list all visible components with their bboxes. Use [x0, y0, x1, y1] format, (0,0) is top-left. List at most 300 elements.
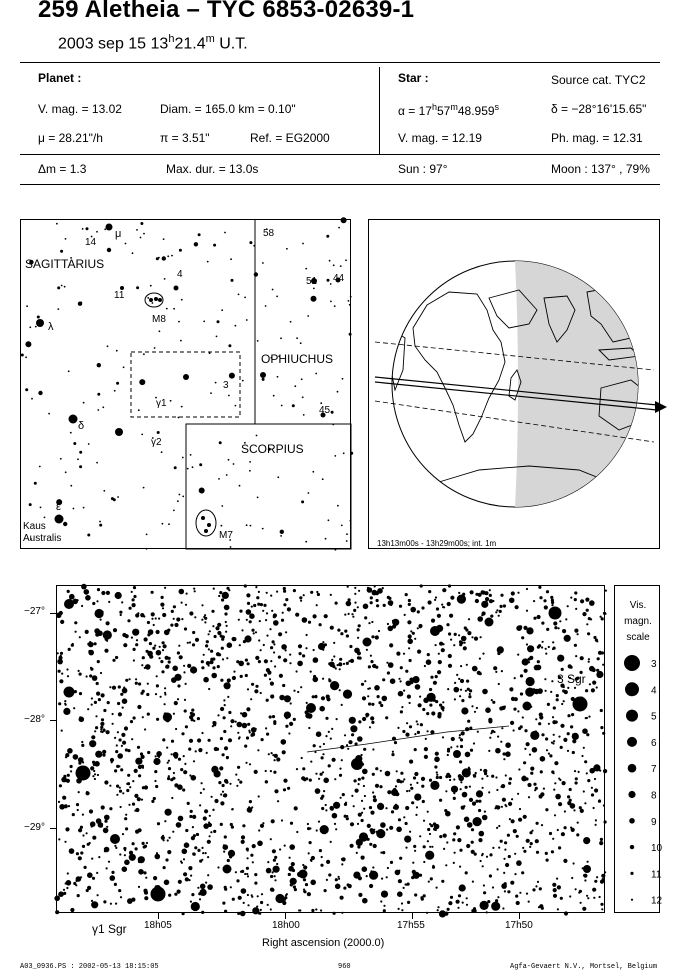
detail-star [269, 628, 271, 630]
detail-star [61, 777, 67, 783]
detail-star [508, 802, 512, 806]
finder-star [70, 485, 72, 487]
detail-star [138, 856, 145, 863]
detail-star [582, 612, 586, 616]
detail-star [92, 602, 95, 605]
detail-star [470, 749, 473, 752]
detail-star [250, 854, 253, 857]
detail-star [266, 612, 268, 614]
detail-star [539, 715, 543, 719]
detail-star [81, 605, 83, 607]
detail-star [392, 620, 394, 622]
detail-star [307, 823, 309, 825]
finder-star [65, 238, 67, 240]
detail-star [149, 642, 152, 645]
detail-star [185, 829, 188, 832]
finder-star [44, 517, 46, 519]
detail-star [560, 746, 563, 749]
finder-star [325, 538, 327, 540]
detail-star [144, 637, 148, 641]
detail-star [173, 713, 175, 715]
detail-star [570, 725, 573, 728]
detail-star [91, 735, 95, 739]
detail-star [592, 681, 596, 685]
detail-star [554, 761, 558, 765]
detail-star [66, 880, 72, 886]
detail-star [375, 666, 378, 669]
detail-star [55, 910, 59, 914]
detail-star [97, 894, 99, 896]
detail-star [437, 714, 441, 718]
detail-star [187, 664, 191, 668]
detail-star [349, 717, 356, 724]
detail-star [214, 635, 217, 638]
detail-star [361, 800, 363, 802]
alpha-h: h [431, 102, 437, 112]
detail-star [457, 595, 466, 604]
finder-star [87, 534, 90, 537]
finder-star [29, 503, 32, 506]
footer-credit: Agfa-Gevaert N.V., Mortsel, Belgium [510, 963, 658, 971]
finder-star [249, 461, 251, 463]
detail-star [298, 644, 302, 648]
finder-star [305, 268, 307, 270]
detail-star [363, 808, 365, 810]
finder-star [57, 308, 59, 310]
finder-star [136, 229, 138, 231]
detail-star [160, 660, 163, 663]
detail-star [223, 851, 225, 853]
moon-info: Moon : 137° , 79% [551, 162, 650, 176]
detail-star [467, 720, 470, 723]
finder-star [161, 451, 163, 453]
detail-star [584, 760, 587, 763]
detail-star [547, 703, 550, 706]
finder-star [149, 298, 153, 302]
detail-star [218, 781, 221, 784]
detail-star [115, 750, 118, 753]
star-label: Kaus [23, 521, 46, 532]
detail-star [497, 736, 499, 738]
detail-star [561, 668, 564, 671]
star-label: 58 [263, 228, 275, 239]
detail-star [168, 760, 170, 762]
finder-star [330, 301, 332, 303]
detail-star [115, 592, 122, 599]
detail-star [486, 856, 488, 858]
detail-star [177, 890, 181, 894]
finder-star [61, 285, 63, 287]
detail-star [222, 784, 225, 787]
detail-star [204, 621, 206, 623]
finder-star [235, 405, 237, 407]
detail-star [407, 883, 410, 886]
detail-star [266, 635, 268, 637]
detail-star [559, 620, 561, 622]
detail-star [504, 882, 507, 885]
detail-star [254, 770, 258, 774]
finder-star [164, 278, 166, 280]
detail-star [541, 733, 544, 736]
detail-star [142, 842, 145, 845]
detail-star [501, 806, 503, 808]
detail-star [383, 909, 386, 912]
detail-star [309, 827, 311, 829]
finder-star [219, 441, 222, 444]
finder-star [226, 474, 228, 476]
detail-star [441, 880, 444, 883]
detail-star [91, 704, 93, 706]
detail-star [164, 692, 166, 694]
detail-star [496, 609, 498, 611]
detail-star [305, 647, 307, 649]
detail-star [465, 786, 468, 789]
x-tick [519, 913, 520, 919]
detail-star [436, 771, 438, 773]
detail-star [112, 686, 116, 690]
detail-star [584, 802, 586, 804]
detail-star [284, 896, 287, 899]
finder-star [345, 259, 347, 261]
detail-star [141, 765, 144, 768]
detail-star [332, 813, 338, 819]
detail-star [387, 790, 391, 794]
detail-star [326, 860, 330, 864]
detail-star [372, 773, 375, 776]
detail-star [341, 863, 343, 865]
detail-star [559, 779, 561, 781]
detail-star [160, 603, 164, 607]
detail-star [207, 856, 209, 858]
finder-star [207, 523, 211, 527]
detail-star [289, 654, 291, 656]
detail-star [372, 665, 374, 667]
detail-star [86, 832, 88, 834]
detail-star [247, 894, 249, 896]
detail-star [567, 750, 569, 752]
detail-star [437, 906, 439, 908]
detail-star [108, 601, 110, 603]
detail-star [286, 893, 288, 895]
detail-star [115, 903, 117, 905]
detail-star [62, 796, 66, 800]
detail-star [90, 766, 94, 770]
detail-star [125, 679, 128, 682]
detail-star [253, 604, 256, 607]
finder-star [183, 374, 189, 380]
detail-star [118, 685, 121, 688]
detail-star [509, 687, 513, 691]
finder-star [334, 455, 336, 457]
detail-star [478, 800, 481, 803]
detail-star [84, 866, 87, 869]
finder-star [329, 260, 331, 262]
detail-star [501, 727, 503, 729]
detail-star [58, 702, 61, 705]
x-tick [158, 913, 159, 919]
detail-star [390, 678, 396, 684]
detail-star [174, 755, 178, 759]
detail-star [448, 775, 451, 778]
detail-star [104, 815, 110, 821]
detail-star [481, 778, 483, 780]
detail-star [313, 744, 316, 747]
finder-star [308, 492, 310, 494]
detail-star [370, 596, 373, 599]
finder-star [246, 524, 248, 526]
detail-star [351, 613, 353, 615]
detail-star [371, 635, 374, 638]
detail-star [398, 908, 400, 910]
finder-star [302, 243, 304, 245]
detail-star [403, 887, 405, 889]
detail-star [558, 846, 561, 849]
detail-star [480, 860, 482, 862]
detail-star [133, 586, 136, 589]
finder-star [228, 459, 230, 461]
detail-star [232, 898, 235, 901]
detail-star [201, 782, 203, 784]
detail-star [356, 852, 358, 854]
finder-star [138, 409, 140, 411]
scale-mag-label: 9 [651, 816, 657, 828]
detail-star [515, 895, 518, 898]
detail-star [505, 774, 507, 776]
detail-star [583, 837, 590, 844]
detail-star [460, 665, 462, 667]
detail-star [313, 614, 317, 618]
finder-star [249, 470, 251, 472]
detail-star [87, 843, 90, 846]
detail-star [271, 819, 275, 823]
detail-star [586, 609, 589, 612]
detail-star [154, 780, 156, 782]
detail-star [326, 697, 330, 701]
detail-star [399, 857, 402, 860]
detail-star [95, 609, 104, 618]
detail-star [58, 801, 60, 803]
detail-star [277, 800, 279, 802]
finder-star [199, 463, 202, 466]
detail-star [204, 617, 207, 620]
detail-star [244, 584, 247, 587]
detail-star [206, 661, 210, 665]
finder-star [277, 476, 279, 478]
finder-star [178, 321, 180, 323]
finder-star [79, 451, 82, 454]
detail-star [593, 636, 596, 639]
detail-star [584, 879, 586, 881]
detail-star [598, 800, 601, 803]
detail-star [496, 789, 498, 791]
globe-caption: 13h13m00s - 13h29m00s; int. 1m [377, 539, 497, 548]
detail-star [59, 679, 63, 683]
finder-star [167, 255, 169, 257]
detail-star [164, 880, 170, 886]
detail-star [430, 676, 433, 679]
detail-star [389, 826, 393, 830]
detail-star [212, 666, 215, 669]
detail-star [552, 716, 554, 718]
detail-star [453, 778, 455, 780]
detail-star [296, 768, 298, 770]
detail-star [354, 779, 357, 782]
finder-star [168, 523, 170, 525]
detail-star [366, 649, 368, 651]
detail-star [529, 656, 533, 660]
detail-star [373, 795, 376, 798]
detail-star [451, 737, 455, 741]
detail-star [239, 644, 241, 646]
detail-star [516, 835, 519, 838]
detail-star [320, 773, 323, 776]
detail-star [364, 616, 367, 619]
detail-star [112, 723, 114, 725]
detail-star [200, 792, 202, 794]
detail-star [289, 722, 293, 726]
detail-star [420, 584, 423, 587]
detail-star [189, 641, 191, 643]
detail-star [249, 620, 252, 623]
detail-star [155, 693, 157, 695]
scale-dot [626, 710, 638, 722]
detail-star [419, 835, 421, 837]
detail-star [305, 883, 308, 886]
detail-star [76, 803, 79, 806]
detail-star [317, 593, 320, 596]
detail-star [167, 762, 169, 764]
detail-star [220, 679, 223, 682]
detail-star [367, 688, 369, 690]
detail-star [553, 734, 555, 736]
detail-star [232, 637, 236, 641]
detail-star [190, 901, 192, 903]
detail-star [309, 841, 312, 844]
detail-star [201, 666, 204, 669]
detail-star [135, 830, 139, 834]
detail-star [499, 610, 502, 613]
detail-star [460, 689, 462, 691]
detail-star [497, 806, 500, 809]
detail-star [396, 827, 402, 833]
detail-star [92, 877, 95, 880]
detail-star [181, 618, 183, 620]
detail-star [96, 692, 100, 696]
detail-star [95, 751, 102, 758]
detail-star [459, 849, 462, 852]
detail-star [538, 722, 541, 725]
detail-star [120, 614, 122, 616]
detail-star [497, 868, 499, 870]
detail-star [224, 910, 227, 913]
detail-star [248, 730, 250, 732]
detail-star [427, 840, 429, 842]
detail-star [473, 742, 475, 744]
detail-star [418, 703, 422, 707]
detail-star [439, 776, 442, 779]
detail-star [95, 633, 99, 637]
detail-star [223, 730, 226, 733]
detail-star [203, 816, 207, 820]
detail-star [173, 772, 175, 774]
detail-star [478, 838, 482, 842]
detail-star [378, 630, 380, 632]
detail-star [220, 823, 223, 826]
detail-star [176, 822, 182, 828]
detail-star [285, 631, 287, 633]
detail-star [400, 680, 402, 682]
detail-star [605, 590, 607, 592]
detail-star [260, 901, 263, 904]
detail-star [103, 728, 105, 730]
detail-star [151, 612, 155, 616]
detail-star [274, 759, 276, 761]
detail-star [370, 655, 372, 657]
detail-star [258, 639, 260, 641]
detail-star [554, 626, 557, 629]
detail-star [429, 779, 432, 782]
finder-star [115, 428, 123, 436]
detail-star [79, 692, 82, 695]
y-tick-label: −27° [24, 606, 45, 617]
detail-star [601, 908, 603, 910]
detail-star [418, 624, 422, 628]
finder-star [233, 463, 235, 465]
finder-star [159, 330, 161, 332]
finder-star [320, 402, 322, 404]
detail-star [178, 880, 182, 884]
detail-star [562, 689, 565, 692]
detail-star [473, 667, 477, 671]
detail-star [235, 721, 237, 723]
detail-star [192, 826, 194, 828]
detail-star [255, 631, 257, 633]
detail-star [450, 896, 453, 899]
detail-star [302, 617, 308, 623]
detail-star [401, 909, 403, 911]
detail-star [340, 896, 344, 900]
detail-star [310, 591, 313, 594]
detail-star [194, 590, 196, 592]
detail-star [165, 809, 172, 816]
star-label: 11 [114, 290, 125, 301]
detail-star [157, 822, 160, 825]
detail-star [504, 890, 506, 892]
detail-star [346, 601, 352, 607]
detail-star [192, 852, 195, 855]
detail-star [515, 605, 519, 609]
detail-star [203, 823, 209, 829]
detail-star [351, 758, 363, 770]
detail-star [201, 732, 203, 734]
finder-star [29, 326, 31, 328]
detail-star [340, 632, 343, 635]
detail-star [550, 596, 553, 599]
detail-star [224, 704, 226, 706]
detail-star [436, 607, 439, 610]
detail-star [160, 696, 162, 698]
y-tick [50, 720, 56, 721]
detail-star [325, 717, 328, 720]
detail-star [346, 662, 349, 665]
detail-star [602, 664, 604, 666]
finder-star [147, 297, 149, 299]
detail-star [599, 896, 601, 898]
detail-star [529, 754, 531, 756]
detail-star [349, 645, 352, 648]
detail-star [441, 648, 445, 652]
finder-star [37, 316, 40, 319]
